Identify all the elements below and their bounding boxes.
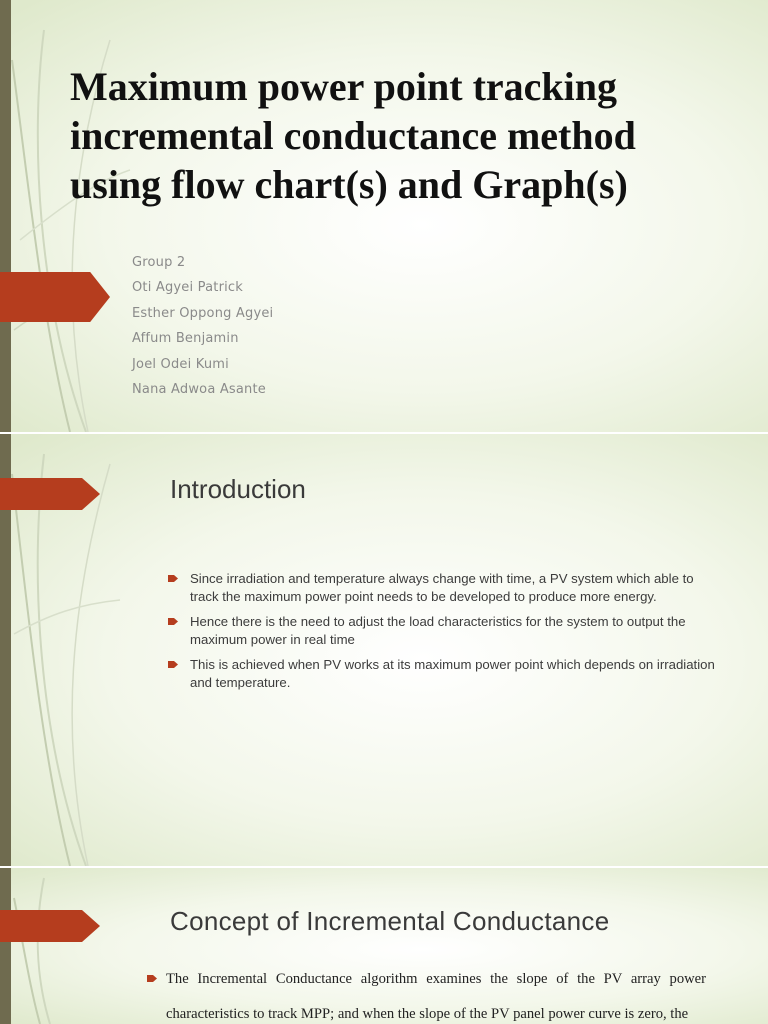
body-paragraph <box>164 962 706 1024</box>
title-slide <box>0 0 768 432</box>
section-arrow-tab <box>0 478 100 510</box>
list-item: Esther Oppong Agyei <box>132 305 274 321</box>
paragraph-text: The Incremental Conductance algorithm examines the slope of the PV array power characteristics to track MPP; and when the slope of the PV panel power curve is zero, the <box>166 971 706 1022</box>
bullet-list <box>164 570 724 699</box>
list-item <box>164 570 724 605</box>
bullet-arrow-icon <box>147 975 157 982</box>
list-item: Joel Odei Kumi <box>132 356 229 372</box>
bullet-text: Since irradiation and temperature always change with time, a PV system which able to track the maximum power point needs to be developed to produce more energy. <box>190 571 694 604</box>
group-members-list <box>132 250 273 402</box>
section-arrow-tab <box>0 910 100 942</box>
list-item <box>164 656 724 691</box>
list-item: Group 2 <box>132 255 186 270</box>
concept-slide <box>0 868 768 1024</box>
leaf-decoration <box>0 868 140 1024</box>
slide-heading: Concept of Incremental Conductance <box>170 906 610 936</box>
list-item: Nana Adwoa Asante <box>132 381 266 397</box>
bullet-arrow-icon <box>168 575 178 582</box>
list-item: Oti Agyei Patrick <box>132 280 244 296</box>
section-arrow-tab <box>0 272 110 322</box>
slide-heading: Introduction <box>170 474 306 504</box>
bullet-text: This is achieved when PV works at its maximum power point which depends on irradiation and temperature. <box>190 657 715 690</box>
list-item <box>164 613 724 648</box>
bullet-text: Hence there is the need to adjust the load characteristics for the system to output the maximum power in real time <box>190 614 686 647</box>
list-item: Affum Benjamin <box>132 331 239 347</box>
bullet-arrow-icon <box>168 618 178 625</box>
bullet-arrow-icon <box>168 661 178 668</box>
introduction-slide <box>0 434 768 866</box>
presentation-title: Maximum power point tracking incremental conductance method using flow chart(s) and Graph(s) <box>70 64 636 207</box>
